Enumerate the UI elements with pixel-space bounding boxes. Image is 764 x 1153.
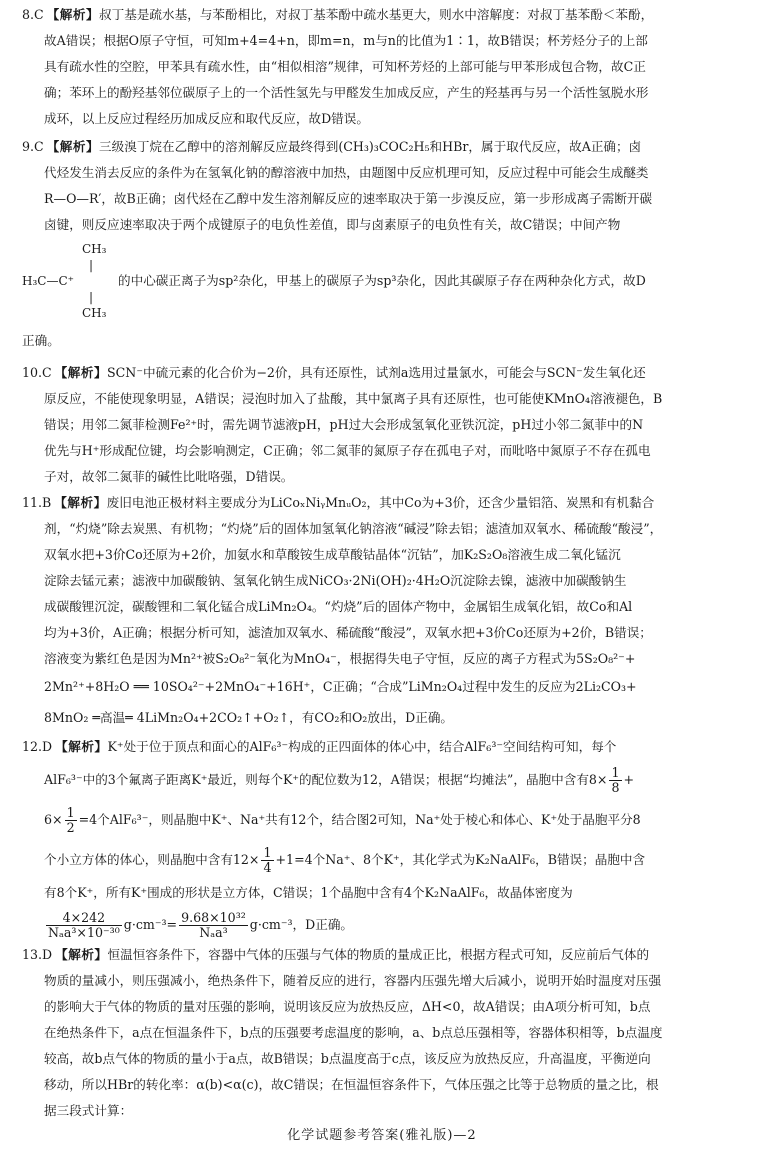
q10-number: 10.C bbox=[22, 365, 52, 380]
q13-line-6: 移动，所以HBr的转化率：α(b)<α(c)，故C错误；在恒温恒容条件下，气体压强之比等于总物质的量之比，根 bbox=[44, 1077, 659, 1092]
q8-line-1: 8.C【 解析 】 叔丁基是疏水基，与苯酚相比，对叔丁基苯酚中疏水基更大，则水中溶解度：对叔丁基苯酚＜苯酚， bbox=[22, 2, 750, 28]
q10-line-3: 错误；用邻二氮菲检测Fe²⁺时，需先调节滤液pH，pH过大会形成氢氧化亚铁沉淀，pH过小邻二氮菲中的N bbox=[44, 417, 644, 432]
q9-line-6: 正确。 bbox=[22, 333, 60, 348]
q9-line-4: 卤键，则反应速率取决于两个成键原子的电负性差值，即与卤素原子的电负性有关，故C错误；中间产物 bbox=[44, 217, 621, 232]
struct-center: H₃C—C⁺ bbox=[22, 274, 74, 288]
answer-q13 bbox=[22, 942, 750, 1124]
q10-line-4: 优先与H⁺形成配位键，均会影响测定，C正确；邻二氮菲的氮原子存在孤电子对，而吡咯中氮原子不存在孤电 bbox=[44, 443, 651, 458]
q11-line-1: 11.B【 解析 】 废旧电池正极材料主要成分为LiCoₓNiᵧMnᵤO₂，其中Co为+3价，还含少量铝箔、炭黑和有机黏合 bbox=[22, 490, 750, 516]
answer-q9-end bbox=[22, 328, 750, 354]
q12-analysis-tag: 【 解析 】 bbox=[55, 739, 107, 754]
q11-line-3: 双氧水把+3价Co还原为+2价，加氨水和草酸铵生成草酸钴晶体“沉钴”，加K₂S₂O₈溶液生成二氧化锰沉 bbox=[44, 547, 621, 562]
q8-number: 8.C bbox=[22, 7, 44, 22]
frac-density-1: $\frac{4\times 242}{\text{Nₐa³×10⁻³⁰}}$ bbox=[48, 910, 120, 940]
q9-number: 9.C bbox=[22, 139, 44, 154]
q10-line-1: 10.C【 解析 】 SCN⁻中硫元素的化合价为−2价，具有还原性，试剂a选用过量氯水，可能会与SCN⁻发生氧化还 bbox=[22, 360, 750, 386]
q11-line-9: 8MnO₂ ═高温═ 4LiMn₂O₄+2CO₂↑+O₂↑，有CO₂和O₂放出，D正确。 bbox=[44, 710, 454, 725]
q8-line-3: 具有疏水性的空腔，甲苯具有疏水性，由“相似相溶”规律，可知杯芳烃的上部可能与甲苯形成包合物，故C正 bbox=[44, 59, 646, 74]
frac-density-2: $\frac{\text{9.68×10³²}}{\text{Nₐa³}}$ bbox=[181, 910, 246, 940]
q11-number: 11.B bbox=[22, 495, 52, 510]
q9-analysis-tag: 【 解析 】 bbox=[47, 139, 99, 154]
q8-analysis-tag: 【 解析 】 bbox=[47, 7, 99, 22]
answer-q12 bbox=[22, 734, 750, 944]
q8-line-2: 故A错误；根据O原子守恒，可知m+4=4+n，即m=n，m与n的比值为1∶1，故B错误；杯芳烃分子的上部 bbox=[44, 33, 648, 48]
q10-line-2: 原反应，不能使现象明显，A错误；浸泡时加入了盐酸，其中氯离子具有还原性，也可能使KMnO₄溶液褪色，B bbox=[44, 391, 663, 406]
q8-line-5: 成环，以上反应过程经历加成反应和取代反应，故D错误。 bbox=[44, 111, 369, 126]
q12-line-3: 6× $\frac{1}{2}$ =4个AlF₆³⁻，则晶胞中K⁺、Na⁺共有12个，结合图2可知，Na⁺处于棱心和体心、K⁺处于晶胞平分8 bbox=[44, 805, 641, 835]
frac-one-quarter: $\frac{1}{4}$ bbox=[263, 845, 272, 875]
q9-line-2: 代烃发生消去反应的条件为在氢氧化钠的醇溶液中加热，由题图中反应机理可知，反应过程中可能会生成醚类 bbox=[44, 165, 649, 180]
q11-line-4: 淀除去锰元素；滤液中加碳酸钠、氢氧化钠生成NiCO₃·2Ni(OH)₂·4H₂O沉淀除去镍，滤液中加碳酸钠生 bbox=[44, 573, 627, 588]
q13-analysis-tag: 【 解析 】 bbox=[55, 947, 107, 962]
q12-line-2: AlF₆³⁻中的3个氟离子距离K⁺最近，则每个K⁺的配位数为12，A错误；根据“均摊法”，晶胞中含有8× $\frac{1}{8}$ + bbox=[44, 765, 635, 795]
q12-line-1: 12.D【 解析 】 K⁺处于位于顶点和面心的AlF₆³⁻构成的正四面体的体心中，结合AlF₆³⁻空间结构可知，每个 bbox=[22, 734, 750, 760]
struct-top-methyl: CH₃ bbox=[82, 242, 107, 256]
q12-line-4: 个小立方体的体心，则晶胞中含有12× $\frac{1}{4}$ +1=4个Na⁺、8个K⁺，其化学式为K₂NaAlF₆，B错误；晶胞中含 bbox=[44, 845, 646, 875]
frac-one-half: $\frac{1}{2}$ bbox=[66, 805, 75, 835]
q9-line-1: 9.C【 解析 】 三级溴丁烷在乙醇中的溶剂解反应最终得到(CH₃)₃COC₂H₅和HBr，属于取代反应，故A正确；卤 bbox=[22, 134, 750, 160]
struct-bottom-methyl: CH₃ bbox=[82, 306, 107, 320]
q11-line-8: 2Mn²⁺+8H₂O ══ 10SO₄²⁻+2MnO₄⁻+16H⁺，C正确；“合成”LiMn₂O₄过程中发生的反应为2Li₂CO₃+ bbox=[44, 679, 637, 694]
q11-analysis-tag: 【 解析 】 bbox=[54, 495, 106, 510]
q10-analysis-tag: 【 解析 】 bbox=[55, 365, 107, 380]
q11-line-5: 成碳酸锂沉淀，碳酸锂和二氧化锰合成LiMn₂O₄。“灼烧”后的固体产物中，金属铝生成氧化铝，故Co和Al bbox=[44, 599, 633, 614]
q9-line-3: R—O—R′，故B正确；卤代烃在乙醇中发生溶剂解反应的速率取决于第一步溴反应，第一步形成离子需断开碳 bbox=[44, 191, 653, 206]
page-footer: 化学试题参考答案(雅礼版)—2 bbox=[287, 1128, 477, 1143]
q13-line-4: 在绝热条件下，a点在恒温条件下，b点的压强要考虑温度的影响，a、b点总压强相等，容器体积相等，b点温度 bbox=[44, 1025, 663, 1040]
q11-line-7: 溶液变为紫红色是因为Mn²⁺被S₂O₈²⁻氧化为MnO₄⁻，根据得失电子守恒，反应的离子方程式为5S₂O₈²⁻+ bbox=[44, 651, 636, 666]
answer-q10 bbox=[22, 360, 750, 490]
q13-line-2: 物质的量减小，则压强减小，绝热条件下，随着反应的进行，容器内压强先增大后减小，说明开始时温度对压强 bbox=[44, 973, 662, 988]
q13-line-1: 13.D【 解析 】 恒温恒容条件下，容器中气体的压强与气体的物质的量成正比，根据方程式可知，反应前后气体的 bbox=[22, 942, 750, 968]
answer-q9-cont bbox=[118, 268, 750, 294]
answer-q11 bbox=[22, 490, 750, 734]
answer-q8 bbox=[22, 2, 750, 132]
q13-line-3: 的影响大于气体的物质的量对压强的影响，说明该反应为放热反应，ΔH<0，故A错误；由A项分析可知，b点 bbox=[44, 999, 651, 1014]
q12-line-5: 有8个K⁺，所有K⁺围成的形状是立方体，C错误；1个晶胞中含有4个K₂NaAlF₆，故晶体密度为 bbox=[44, 885, 573, 900]
answer-q9 bbox=[22, 134, 750, 238]
q8-line-4: 确；苯环上的酚羟基邻位碳原子上的一个活性氢先与甲醛发生加成反应，产生的羟基再与另一个活性氢脱水形 bbox=[44, 85, 649, 100]
q10-line-5: 子对，故邻二氮菲的碱性比吡咯强，D错误。 bbox=[44, 469, 294, 484]
q9-line-5: 的中心碳正离子为sp²杂化，甲基上的碳原子为sp³杂化，因此其碳原子存在两种杂化方式，故D bbox=[118, 273, 646, 288]
q13-line-5: 较高，故b点气体的物质的量小于a点，故B错误；b点温度高于c点，该反应为放热反应，升高温度，平衡逆向 bbox=[44, 1051, 651, 1066]
q11-line-2: 剂，“灼烧”除去炭黑、有机物；“灼烧”后的固体加氢氧化钠溶液“碱浸”除去铝；滤渣加双氧水、稀硫酸“酸浸”， bbox=[44, 521, 663, 536]
q12-number: 12.D bbox=[22, 739, 53, 754]
frac-one-eighth: $\frac{1}{8}$ bbox=[611, 765, 620, 795]
q11-line-6: 均为+3价，A正确；根据分析可知，滤渣加双氧水、稀硫酸“酸浸”，双氧水把+3价Co还原为+2价，B错误； bbox=[44, 625, 652, 640]
q13-line-7: 据三段式计算： bbox=[44, 1103, 133, 1118]
carbocation-structure: CH₃ | H₃C—C⁺ | CH₃ bbox=[22, 242, 107, 320]
q12-line-6: $\frac{4\times 242}{\text{Nₐa³×10⁻³⁰}}$ g·cm⁻³= $\frac{\text{9.68×10³²}}{\text{Nₐa³}}$ g·cm⁻³，D正确。 bbox=[48, 910, 354, 940]
q13-number: 13.D bbox=[22, 947, 53, 962]
